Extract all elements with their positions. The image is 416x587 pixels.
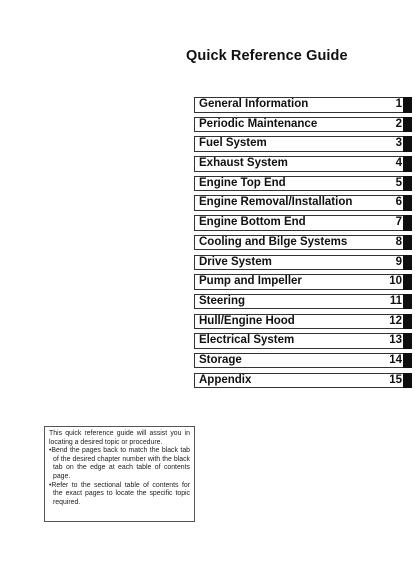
chapter-entry-general-information[interactable] [194, 97, 412, 114]
usage-note-box [44, 426, 195, 522]
chapter-entry-electrical-system[interactable] [194, 333, 412, 350]
chapter-title: Exhaust System [199, 157, 288, 170]
chapter-tab-marker [403, 235, 412, 251]
chapter-title: Electrical System [199, 334, 295, 347]
chapter-title: Hull/Engine Hood [199, 314, 295, 327]
chapter-title: Fuel System [199, 137, 267, 150]
chapter-number: 14 [389, 353, 402, 366]
chapter-title: Pump and Impeller [199, 275, 302, 288]
chapter-tab-marker [403, 353, 412, 369]
chapter-title: Engine Top End [199, 176, 286, 189]
chapter-title: Cooling and Bilge Systems [199, 235, 348, 248]
chapter-tab-marker [403, 255, 412, 271]
chapter-entry-engine-removal-installation[interactable] [194, 195, 412, 212]
chapter-number: 13 [389, 334, 402, 347]
chapter-entry-appendix[interactable] [194, 373, 412, 390]
chapter-tab-marker [403, 215, 412, 231]
chapter-number: 11 [389, 294, 402, 307]
chapter-number: 3 [395, 137, 402, 150]
chapter-title: General Information [199, 98, 309, 110]
chapter-tab-marker [403, 156, 412, 172]
chapter-number: 2 [395, 117, 402, 130]
chapter-tab-marker [403, 314, 412, 330]
chapter-title: Periodic Maintenance [199, 117, 318, 130]
page-title: Quick Reference Guide [186, 48, 348, 64]
chapter-tab-marker [403, 373, 412, 389]
chapter-title: Steering [199, 294, 246, 307]
chapter-entry-cooling-and-bilge-systems[interactable] [194, 235, 412, 252]
usage-note-intro: This quick reference guide will assist you in locating a desired topic or procedure. [49, 430, 190, 446]
chapter-entry-fuel-system[interactable] [194, 136, 412, 153]
chapter-number: 8 [395, 235, 402, 248]
chapter-number: 12 [389, 314, 402, 327]
chapter-tab-marker [403, 333, 412, 349]
chapter-number: 4 [395, 157, 402, 170]
chapter-entry-hull-engine-hood[interactable] [194, 314, 412, 331]
chapter-entry-drive-system[interactable] [194, 255, 412, 272]
chapter-title: Engine Removal/Installation [199, 196, 353, 209]
chapter-number: 9 [395, 255, 402, 268]
chapter-title: Appendix [199, 373, 252, 386]
chapter-entry-engine-bottom-end[interactable] [194, 215, 412, 232]
chapter-tab-marker [403, 117, 412, 133]
chapter-number: 6 [395, 196, 402, 209]
usage-note-bullet: •Refer to the sectional table of contents for the exact pages to locate the specific topic required. [49, 481, 190, 506]
chapter-title: Storage [199, 353, 242, 366]
chapter-number: 5 [395, 176, 402, 189]
chapter-entry-engine-top-end[interactable] [194, 176, 412, 193]
chapter-tab-marker [403, 195, 412, 211]
chapter-number: 7 [395, 216, 402, 229]
chapter-index [194, 97, 412, 392]
chapter-entry-pump-and-impeller[interactable] [194, 274, 412, 291]
chapter-tab-marker [403, 294, 412, 310]
chapter-number: 1 [395, 98, 402, 110]
chapter-title: Engine Bottom End [199, 216, 306, 229]
chapter-tab-marker [403, 136, 412, 152]
chapter-tab-marker [403, 97, 412, 113]
chapter-number: 15 [389, 373, 402, 386]
chapter-tab-marker [403, 274, 412, 290]
chapter-number: 10 [389, 275, 402, 288]
chapter-title: Drive System [199, 255, 272, 268]
chapter-entry-storage[interactable] [194, 353, 412, 370]
chapter-entry-exhaust-system[interactable] [194, 156, 412, 173]
usage-note-bullet: •Bend the pages back to match the black tab of the desired chapter number with the black tab on the edge at each table of contents page. [49, 447, 190, 480]
chapter-entry-periodic-maintenance[interactable] [194, 117, 412, 134]
chapter-tab-marker [403, 176, 412, 192]
chapter-entry-steering[interactable] [194, 294, 412, 311]
